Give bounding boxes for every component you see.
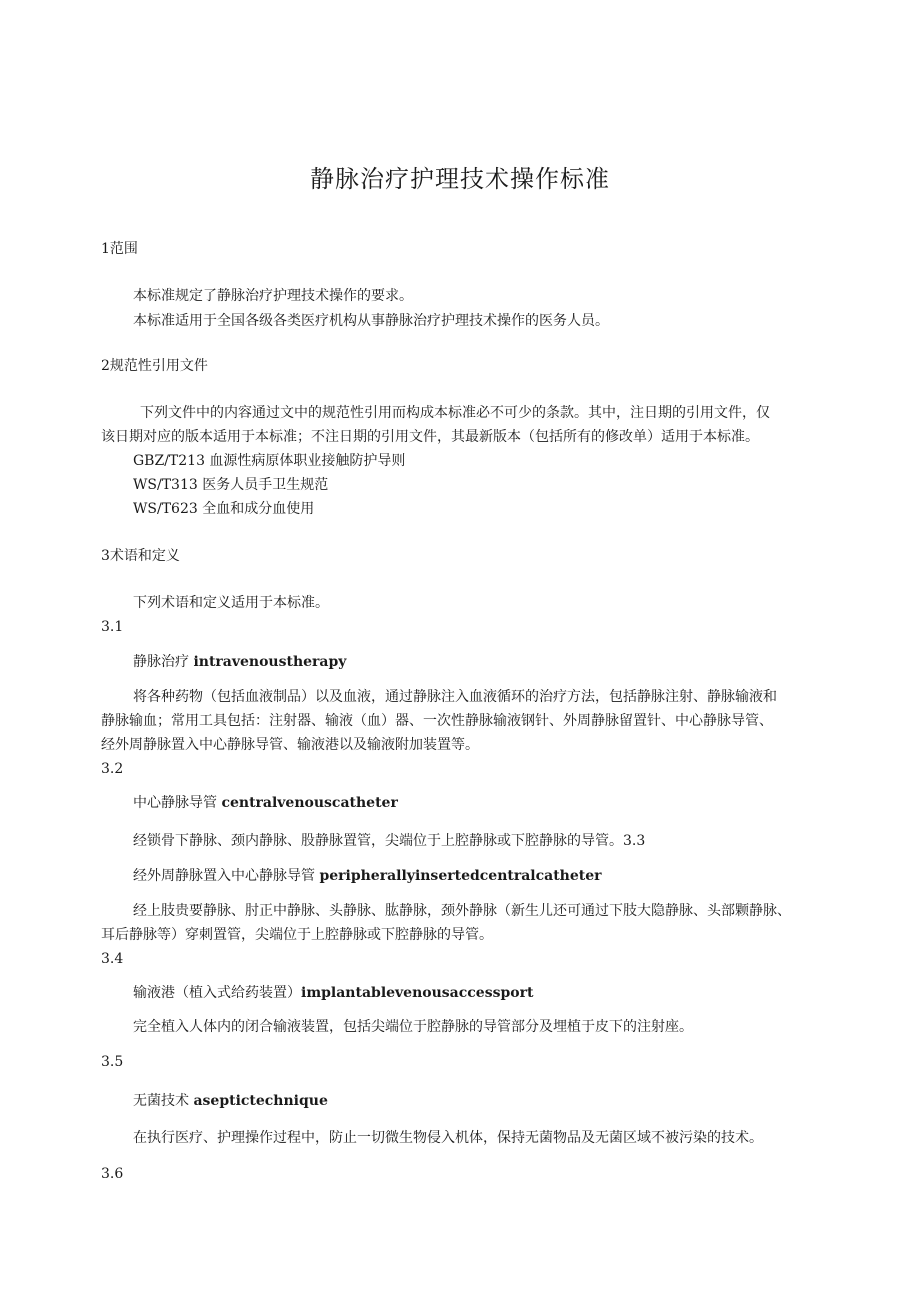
section-2-paragraph-line-2: 该日期对应的版本适用于本标准；不注日期的引用文件，其最新版本（包括所有的修改单）适用于本标准。 <box>101 429 759 445</box>
term-definition-line: 将各种药物（包括血液制品）以及血液，通过静脉注入血液循环的治疗方法，包括静脉注射、静脉输液和 <box>133 689 777 705</box>
term-cn: 无菌技术 <box>133 1093 189 1109</box>
term-cn: 输液港（植入式给药装置） <box>133 985 301 1001</box>
reference-item: WS/T313 医务人员手卫生规范 <box>133 477 329 493</box>
term-number: 3.6 <box>101 1166 124 1182</box>
term-definition-line: 经锁骨下静脉、颈内静脉、股静脉置管，尖端位于上腔静脉或下腔静脉的导管。3.3 <box>133 833 646 849</box>
term-en: aseptictechnique <box>193 1093 328 1109</box>
section-3-intro: 下列术语和定义适用于本标准。 <box>133 595 329 611</box>
term-number: 3.5 <box>101 1054 124 1070</box>
term-cn: 经外周静脉置入中心静脉导管 <box>133 868 315 884</box>
section-2-heading: 2规范性引用文件 <box>101 358 208 374</box>
section-2-paragraph-line-1: 下列文件中的内容通过文中的规范性引用而构成本标准必不可少的条款。其中，注日期的引用文件，仅 <box>140 405 770 421</box>
reference-item: GBZ/T213 血源性病原体职业接触防护导则 <box>133 453 406 469</box>
term-cn: 中心静脉导管 <box>133 795 217 811</box>
term-title <box>133 653 346 671</box>
term-en: centralvenouscatheter <box>221 795 398 811</box>
section-3-heading: 3术语和定义 <box>101 548 180 564</box>
term-definition-line: 静脉输血；常用工具包括：注射器、输液（血）器、一次性静脉输液钢针、外周静脉留置针、中心静脉导管、 <box>101 713 773 729</box>
term-title <box>133 984 533 1002</box>
section-1-paragraph-1: 本标准规定了静脉治疗护理技术操作的要求。 <box>133 288 413 304</box>
term-number: 3.4 <box>101 951 124 967</box>
term-definition-line: 完全植入人体内的闭合输液装置，包括尖端位于腔静脉的导管部分及埋植于皮下的注射座。 <box>133 1019 693 1035</box>
term-en: peripherallyinsertedcentralcatheter <box>319 868 602 884</box>
term-en: implantablevenousaccessport <box>301 985 534 1001</box>
reference-item: WS/T623 全血和成分血使用 <box>133 501 315 517</box>
section-1-paragraph-2: 本标准适用于全国各级各类医疗机构从事静脉治疗护理技术操作的医务人员。 <box>133 313 609 329</box>
term-definition-line: 耳后静脉等）穿刺置管，尖端位于上腔静脉或下腔静脉的导管。 <box>101 927 493 943</box>
term-en: intravenoustherapy <box>193 654 347 670</box>
term-number: 3.1 <box>101 619 124 635</box>
term-definition-line: 经外周静脉置入中心静脉导管、输液港以及输液附加装置等。 <box>101 737 479 753</box>
term-number: 3.2 <box>101 761 124 777</box>
term-definition-line: 在执行医疗、护理操作过程中，防止一切微生物侵入机体，保持无菌物品及无菌区域不被污染的技术。 <box>133 1130 763 1146</box>
term-cn: 静脉治疗 <box>133 654 189 670</box>
document-title: 静脉治疗护理技术操作标准 <box>310 165 610 193</box>
term-title <box>133 794 398 812</box>
term-definition-line: 经上肢贵要静脉、肘正中静脉、头静脉、肱静脉，颈外静脉（新生儿还可通过下肢大隐静脉、头部颗静脉、 <box>133 903 791 919</box>
term-title <box>133 867 602 885</box>
section-1-heading: 1范围 <box>101 241 138 257</box>
term-title <box>133 1092 328 1110</box>
